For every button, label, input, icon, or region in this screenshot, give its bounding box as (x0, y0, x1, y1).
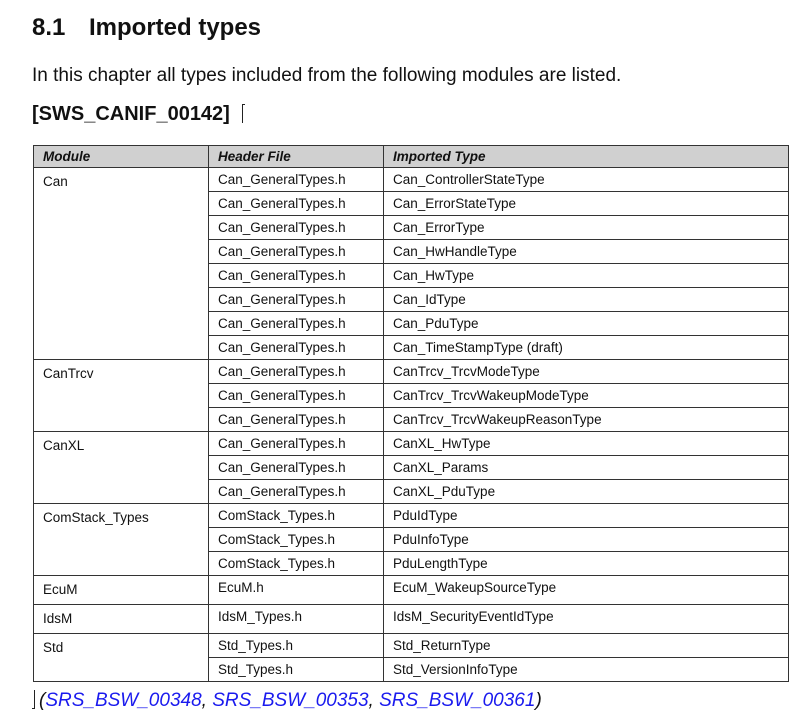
header-file-cell: Can_GeneralTypes.h (209, 312, 384, 336)
imported-type-cell: CanXL_PduType (384, 480, 789, 504)
header-file-cell: Can_GeneralTypes.h (209, 336, 384, 360)
column-header-module: Module (34, 146, 209, 168)
header-file-cell: Can_GeneralTypes.h (209, 360, 384, 384)
ref-separator: , (201, 690, 213, 711)
srs-ref-link[interactable]: SRS_BSW_00348 (45, 690, 202, 711)
module-cell: Std (34, 634, 209, 682)
module-cell: CanTrcv (34, 360, 209, 432)
table-header-row (34, 146, 789, 168)
imported-type-cell: Std_ReturnType (384, 634, 789, 658)
imported-type-cell: Can_IdType (384, 288, 789, 312)
module-cell: ComStack_Types (34, 504, 209, 576)
header-file-cell: Can_GeneralTypes.h (209, 480, 384, 504)
table-row (34, 576, 789, 605)
table-row (34, 360, 789, 384)
requirement-id-text: [SWS_CANIF_00142] (32, 103, 230, 125)
column-header-header-file: Header File (209, 146, 384, 168)
table-row (34, 504, 789, 528)
imported-type-cell: CanTrcv_TrcvWakeupReasonType (384, 408, 789, 432)
imported-type-cell: CanXL_Params (384, 456, 789, 480)
header-file-cell: Std_Types.h (209, 634, 384, 658)
table-row (34, 432, 789, 456)
header-file-cell: ComStack_Types.h (209, 552, 384, 576)
requirement-id (32, 100, 245, 128)
table-row (34, 634, 789, 658)
open-bracket-mark (242, 104, 245, 123)
table-row (34, 168, 789, 192)
imported-type-cell: PduInfoType (384, 528, 789, 552)
imported-type-cell: Can_ErrorStateType (384, 192, 789, 216)
imported-type-cell: PduIdType (384, 504, 789, 528)
imported-type-cell: Can_ErrorType (384, 216, 789, 240)
header-file-cell: Can_GeneralTypes.h (209, 288, 384, 312)
header-file-cell: Can_GeneralTypes.h (209, 384, 384, 408)
module-cell: EcuM (34, 576, 209, 605)
module-cell: IdsM (34, 605, 209, 634)
close-paren: ) (535, 690, 542, 711)
table-body (34, 168, 789, 682)
imported-type-cell: PduLengthType (384, 552, 789, 576)
ref-separator: , (368, 690, 380, 711)
header-file-cell: ComStack_Types.h (209, 528, 384, 552)
imported-types-table (33, 145, 789, 682)
imported-type-cell: Can_TimeStampType (draft) (384, 336, 789, 360)
column-header-imported-type: Imported Type (384, 146, 789, 168)
imported-type-cell: CanTrcv_TrcvModeType (384, 360, 789, 384)
header-file-cell: Can_GeneralTypes.h (209, 456, 384, 480)
header-file-cell: Can_GeneralTypes.h (209, 192, 384, 216)
srs-ref-link[interactable]: SRS_BSW_00361 (379, 690, 536, 711)
imported-type-cell: Can_HwHandleType (384, 240, 789, 264)
imported-type-cell: IdsM_SecurityEventIdType (384, 605, 789, 634)
header-file-cell: EcuM.h (209, 576, 384, 605)
header-file-cell: Can_GeneralTypes.h (209, 216, 384, 240)
table-row (34, 605, 789, 634)
imported-type-cell: Can_PduType (384, 312, 789, 336)
module-cell: Can (34, 168, 209, 360)
srs-ref-link[interactable]: SRS_BSW_00353 (212, 690, 369, 711)
imported-type-cell: EcuM_WakeupSourceType (384, 576, 789, 605)
header-file-cell: ComStack_Types.h (209, 504, 384, 528)
header-file-cell: Std_Types.h (209, 658, 384, 682)
imported-type-cell: CanTrcv_TrcvWakeupModeType (384, 384, 789, 408)
section-title: Imported types (89, 14, 262, 41)
section-heading (32, 12, 261, 44)
section-number: 8.1 (32, 14, 66, 41)
trace-references (32, 688, 542, 714)
imported-type-cell: Std_VersionInfoType (384, 658, 789, 682)
module-cell: CanXL (34, 432, 209, 504)
header-file-cell: Can_GeneralTypes.h (209, 168, 384, 192)
imported-type-cell: CanXL_HwType (384, 432, 789, 456)
imported-type-cell: Can_HwType (384, 264, 789, 288)
header-file-cell: IdsM_Types.h (209, 605, 384, 634)
close-bracket-mark (32, 690, 35, 709)
intro-paragraph: In this chapter all types included from the following modules are listed. (32, 65, 622, 86)
imported-type-cell: Can_ControllerStateType (384, 168, 789, 192)
header-file-cell: Can_GeneralTypes.h (209, 240, 384, 264)
header-file-cell: Can_GeneralTypes.h (209, 432, 384, 456)
header-file-cell: Can_GeneralTypes.h (209, 408, 384, 432)
open-paren: ( (39, 690, 46, 711)
header-file-cell: Can_GeneralTypes.h (209, 264, 384, 288)
